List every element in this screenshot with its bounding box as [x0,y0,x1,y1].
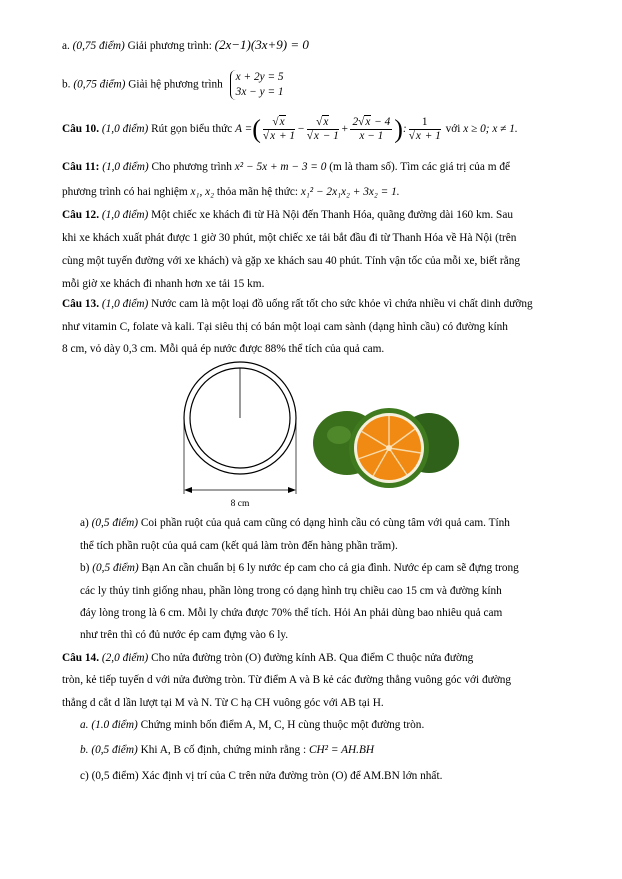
q12-label: Câu 12. [62,209,100,221]
q14c-points: (0,5 điểm) [91,770,139,782]
q13-text: Nước cam là một loại đồ uống rất tốt cho sức khỏe vì chứa nhiều vi chất dinh dưỡng [151,298,533,310]
q14b-points: (0,5 điểm) [91,744,138,756]
q10-expression: A =( $\frac{√x}{√x + 1}$ − $\frac{√x}{√x - 1}$ + $\frac{2√x - 4}{x - 1}$ ): $\frac{1}{√x + 1}$ [235,114,441,144]
q14-line1 [62,651,578,666]
q12-text: cùng một tuyến đường với xe khách) và gặp xe khách sau 40 phút. Tính vận tốc của mỗi xe, biết rằng [62,255,521,267]
q14-text: thẳng d cắt d lần lượt tại M và N. Từ C hạ CH vuông góc với AB tại H. [62,697,384,709]
q9b-label: b. [62,78,71,91]
q9a-line [62,37,578,54]
q11-relation: x₁² − 2x₁x₂ + 3x₂ = 1. [300,186,400,198]
q14-text: tròn, kẻ tiếp tuyến d với nửa đường tròn. Từ điểm A và B kẻ các đường thẳng vuông góc với đường [62,674,512,686]
q13b-text: các ly thủy tinh giống nhau, phần lòng trong có dạng hình trụ chiều cao 15 cm và đường kính [80,585,502,597]
q13a-line1 [80,516,578,531]
diameter-label: 8 cm [230,499,250,509]
q14b-text: Khi A, B cố định, chứng minh rằng : [140,744,307,756]
orange-core [386,445,392,451]
q14c-text: Xác định vị trí của C trên nửa đường tròn (O) để AM.BN lớn nhất. [141,770,443,782]
q14b-line [80,743,578,758]
q12-points: (1,0 điểm) [101,209,149,221]
q13b-points: (0,5 điểm) [92,562,139,574]
dimension-arrow-right [288,487,296,493]
q9b-system [230,70,284,100]
q9a-label: a. [62,40,70,52]
q13b-text: như trên thì có đủ nước ép cam đựng vào 6 ly. [80,629,289,641]
q13b-label: b) [80,562,90,574]
q9a-text: Giải phương trình: [127,40,212,52]
q13-label: Câu 13. [62,298,100,310]
q14b-label: b. [80,744,89,756]
highlight-left [327,426,351,444]
q10-line [62,112,578,146]
q13a-text: thể tích phần ruột của quả cam (kết quả làm tròn đến hàng phần trăm). [80,540,398,552]
q9b-text: Giải hệ phương trình [128,78,223,91]
q13-line1 [62,297,578,312]
q11-text-d: thỏa mãn hệ thức: [216,186,298,198]
q14c-label: c) [80,770,89,782]
q11-line2 [62,185,578,200]
q10-label: Câu 10. [62,123,100,135]
q11-label: Câu 11: [62,161,100,173]
q12-text: mỗi giờ xe khách đi nhanh hơn xe tải 15 km. [62,278,265,290]
q13-points: (1,0 điểm) [101,298,149,310]
q13b-line1 [80,561,578,576]
q9b-points: (0,75 điểm) [73,78,126,91]
q10-text: Rút gọn biểu thức [151,123,233,135]
q13a-text: Coi phần ruột của quả cam cũng có dạng hình cầu có cùng tâm với quả cam. Tính [140,517,510,529]
q9b-eq2: 3x − y = 1 [235,86,284,98]
q11-line1 [62,160,578,175]
q11-text-b: (m là tham số). Tìm các giá trị của m để [329,161,511,173]
q14a-line [80,718,578,733]
q14c-line [80,769,578,784]
q11-points: (1,0 điểm) [102,161,149,173]
q14a-points: (1.0 điểm) [91,719,138,731]
q11-roots: x₁, x₂ [190,186,215,198]
q9a-equation: (2x−1)(3x+9) = 0 [214,37,309,52]
q11-text-c: phương trình có hai nghiệm [62,186,188,198]
q14a-label: a. [80,719,89,731]
q13a-points: (0,5 điểm) [91,517,139,529]
q14a-text: Chứng minh bốn điểm A, M, C, H cùng thuộc một đường tròn. [140,719,425,731]
q10-points: (1,0 điểm) [101,123,149,135]
q13b-text: đáy lòng trong là 6 cm. Mỗi ly chứa được 70% thể tích. Hỏi An phải dùng bao nhiêu quả cam [80,607,503,619]
q13a-label: a) [80,517,89,529]
q11-equation: x² − 5x + m − 3 = 0 [234,161,327,173]
q12-text: khi xe khách xuất phát được 1 giờ 30 phút, một chiếc xe tải bắt đầu đi từ Thanh Hóa về Hà Nội (trên [62,232,517,244]
q13-text: như vitamin C, folate và kali. Tại siêu thị có bán một loại cam sành (dạng hình cầu) có đường kính [62,321,508,333]
q12-text: Một chiếc xe khách đi từ Hà Nội đến Thanh Hóa, quãng đường dài 160 km. Sau [151,209,514,221]
q13-text: 8 cm, vỏ dày 0,3 cm. Mỗi quả ép nước được 88% thể tích của quả cam. [62,343,385,355]
q13b-text: Bạn An cần chuẩn bị 6 ly nước ép cam cho cả gia đình. Nước ép cam sẽ đựng trong [141,562,519,574]
q14-label: Câu 14. [62,652,100,664]
dimension-arrow-left [184,487,192,493]
q9b-eq1: x + 2y = 5 [235,71,284,83]
q9a-points: (0,75 điểm) [72,40,125,52]
q14-points: (2,0 điểm) [101,652,149,664]
q10-condition: x ≥ 0; x ≠ 1. [463,123,518,135]
q9b-line [62,70,578,100]
orange-photo [311,393,461,493]
q14-text: Cho nửa đường tròn (O) đường kính AB. Qua điểm C thuộc nửa đường [151,652,474,664]
q11-text-a: Cho phương trình [151,161,232,173]
q10-cond-word: với [445,123,461,135]
q12-line1 [62,208,578,223]
q14b-equation: CH² = AH.BH [308,744,375,756]
orange-diagram [170,360,310,510]
